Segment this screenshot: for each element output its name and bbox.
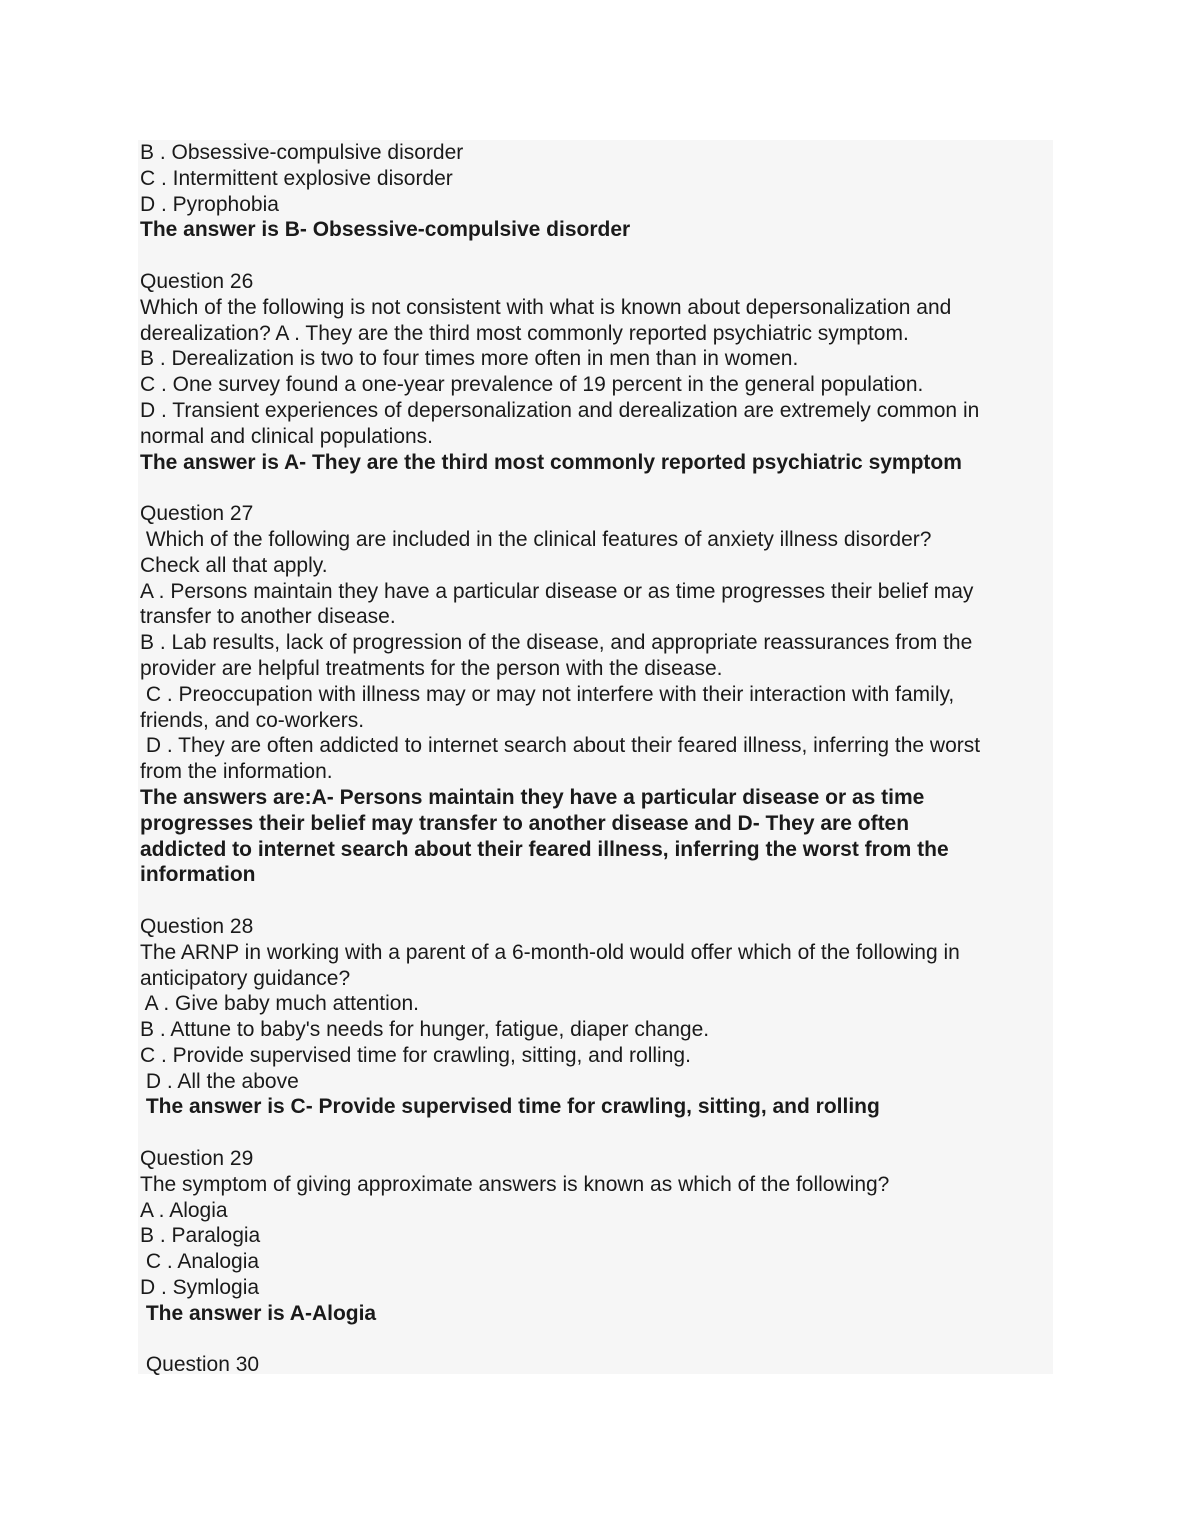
- text-line: A . Persons maintain they have a particular disease or as time progresses their belief may: [140, 579, 974, 603]
- text-line: B . Attune to baby's needs for hunger, fatigue, diaper change.: [140, 1018, 710, 1042]
- text-line: Which of the following are included in the clinical features of anxiety illness disorder?: [140, 527, 932, 551]
- text-line: transfer to another disease.: [140, 605, 396, 629]
- answer-line: The answer is A- They are the third most commonly reported psychiatric symptom: [140, 450, 962, 474]
- text-line: Question 26: [140, 269, 254, 293]
- text-line: Which of the following is not consistent with what is known about depersonalization and: [140, 295, 952, 319]
- text-line: The ARNP in working with a parent of a 6-month-old would offer which of the following in: [140, 940, 960, 964]
- text-line: B . Lab results, lack of progression of the disease, and appropriate reassurances from the: [140, 631, 973, 655]
- blank-line: [140, 1120, 1052, 1146]
- text-line: D . Transient experiences of depersonalization and derealization are extremely common in: [140, 398, 980, 422]
- text-line: A . Give baby much attention.: [140, 992, 419, 1016]
- text-line: C . Analogia: [140, 1250, 260, 1274]
- document-text: [140, 140, 1052, 1378]
- text-line: Question 27: [140, 502, 254, 526]
- answer-line: information: [140, 863, 256, 887]
- blank-line: [140, 475, 1052, 501]
- answer-line: The answer is A-Alogia: [140, 1301, 377, 1325]
- text-line: anticipatory guidance?: [140, 966, 351, 990]
- text-line: Question 28: [140, 914, 254, 938]
- text-line: Check all that apply.: [140, 553, 328, 577]
- text-line: Question 29: [140, 1147, 254, 1171]
- blank-line: [140, 888, 1052, 914]
- answer-line: addicted to internet search about their feared illness, inferring the worst from the: [140, 837, 949, 861]
- text-line: from the information.: [140, 760, 333, 784]
- text-line: normal and clinical populations.: [140, 424, 434, 448]
- text-line: Question 30: [140, 1353, 260, 1377]
- text-line: C . One survey found a one-year prevalence of 19 percent in the general population.: [140, 373, 924, 397]
- text-line: A . Alogia: [140, 1198, 228, 1222]
- text-line: D . Pyrophobia: [140, 192, 279, 216]
- answer-line: The answer is C- Provide supervised time for crawling, sitting, and rolling: [140, 1095, 880, 1119]
- answer-line: The answers are:A- Persons maintain they have a particular disease or as time: [140, 785, 925, 809]
- text-line: C . Preoccupation with illness may or may not interfere with their interaction with family,: [140, 682, 955, 706]
- text-line: The symptom of giving approximate answers is known as which of the following?: [140, 1172, 890, 1196]
- text-line: friends, and co-workers.: [140, 708, 365, 732]
- text-line: B . Derealization is two to four times more often in men than in women.: [140, 347, 799, 371]
- blank-line: [140, 1327, 1052, 1353]
- text-line: provider are helpful treatments for the person with the disease.: [140, 656, 723, 680]
- text-line: B . Obsessive-compulsive disorder: [140, 141, 464, 164]
- answer-line: progresses their belief may transfer to another disease and D- They are often: [140, 811, 910, 835]
- answer-line: The answer is B- Obsessive-compulsive disorder: [140, 218, 631, 242]
- text-line: B . Paralogia: [140, 1224, 261, 1248]
- text-line: C . Provide supervised time for crawling, sitting, and rolling.: [140, 1043, 691, 1067]
- text-line: derealization? A . They are the third most commonly reported psychiatric symptom.: [140, 321, 909, 345]
- text-line: C . Intermittent explosive disorder: [140, 166, 453, 190]
- text-line: D . They are often addicted to internet search about their feared illness, inferring the worst: [140, 734, 981, 758]
- text-line: D . All the above: [140, 1069, 299, 1093]
- text-line: D . Symlogia: [140, 1276, 260, 1300]
- blank-line: [140, 243, 1052, 269]
